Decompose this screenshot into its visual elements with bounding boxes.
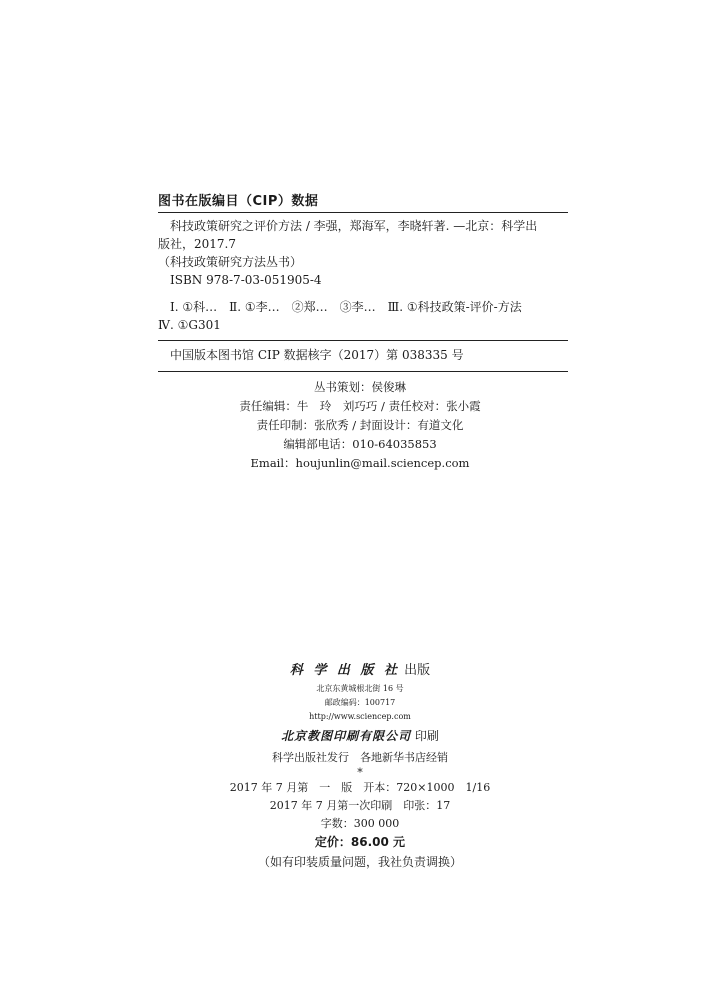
cip-heading: 图书在版编目（CIP）数据 <box>158 194 319 209</box>
middle-rule <box>158 340 568 341</box>
cip-library-record: 中国版本图书馆 CIP 数据核字（2017）第 038335 号 <box>170 348 464 362</box>
series-planner: 丛书策划：侯俊琳 <box>314 380 406 394</box>
editorial-phone: 编辑部电话：010-64035853 <box>283 437 437 451</box>
publisher-address: 北京东黄城根北街 16 号 <box>316 684 404 693</box>
publisher-postcode: 邮政编码：100717 <box>324 698 396 707</box>
top-rule <box>158 212 568 213</box>
printer-suffix: 印刷 <box>414 729 439 743</box>
bottom-rule <box>158 371 568 372</box>
printing-and-cover-design: 责任印制：张欣秀 / 封面设计：有道文化 <box>256 418 464 432</box>
cip-series: （科技政策研究方法丛书） <box>158 255 303 269</box>
printing-info: 2017 年 7 月第一次印刷 印张：17 <box>269 799 451 812</box>
publisher-logo-text: 科 学 出 版 社 <box>289 663 400 678</box>
cip-isbn: ISBN 978-7-03-051905-4 <box>170 273 322 287</box>
publisher-block <box>0 660 720 874</box>
publisher-suffix: 出版 <box>404 663 431 678</box>
price: 定价：86.00 元 <box>314 835 406 849</box>
printer-line <box>0 726 720 747</box>
word-count: 字数：300 000 <box>320 817 400 830</box>
cip-entry-line2: 版社，2017.7 <box>158 237 236 251</box>
credits-block <box>0 378 720 473</box>
cip-entry-line1: 科技政策研究之评价方法 / 李强，郑海军，李晓轩著. —北京：科学出 <box>170 219 538 233</box>
publisher-line <box>0 660 720 682</box>
quality-notice: （如有印装质量问题，我社负责调换） <box>257 855 462 869</box>
responsible-editors: 责任编辑：牛 玲 刘巧巧 / 责任校对：张小霞 <box>239 399 481 413</box>
cip-classification-line1: Ⅰ. ①科… Ⅱ. ①李… ②郑… ③李… Ⅲ. ①科技政策-评价-方法 <box>170 300 522 314</box>
cip-classification-line2: Ⅳ. ①G301 <box>158 318 221 332</box>
editorial-email: Email：houjunlin@mail.sciencep.com <box>250 456 470 470</box>
publisher-website: http://www.sciencep.com <box>309 712 411 721</box>
printer-logo-text: 北京教图印刷有限公司 <box>281 729 412 743</box>
star-separator: * <box>357 766 363 779</box>
distribution: 科学出版社发行 各地新华书店经销 <box>272 751 448 764</box>
edition-info: 2017 年 7 月第 一 版 开本：720×1000 1/16 <box>229 781 491 794</box>
